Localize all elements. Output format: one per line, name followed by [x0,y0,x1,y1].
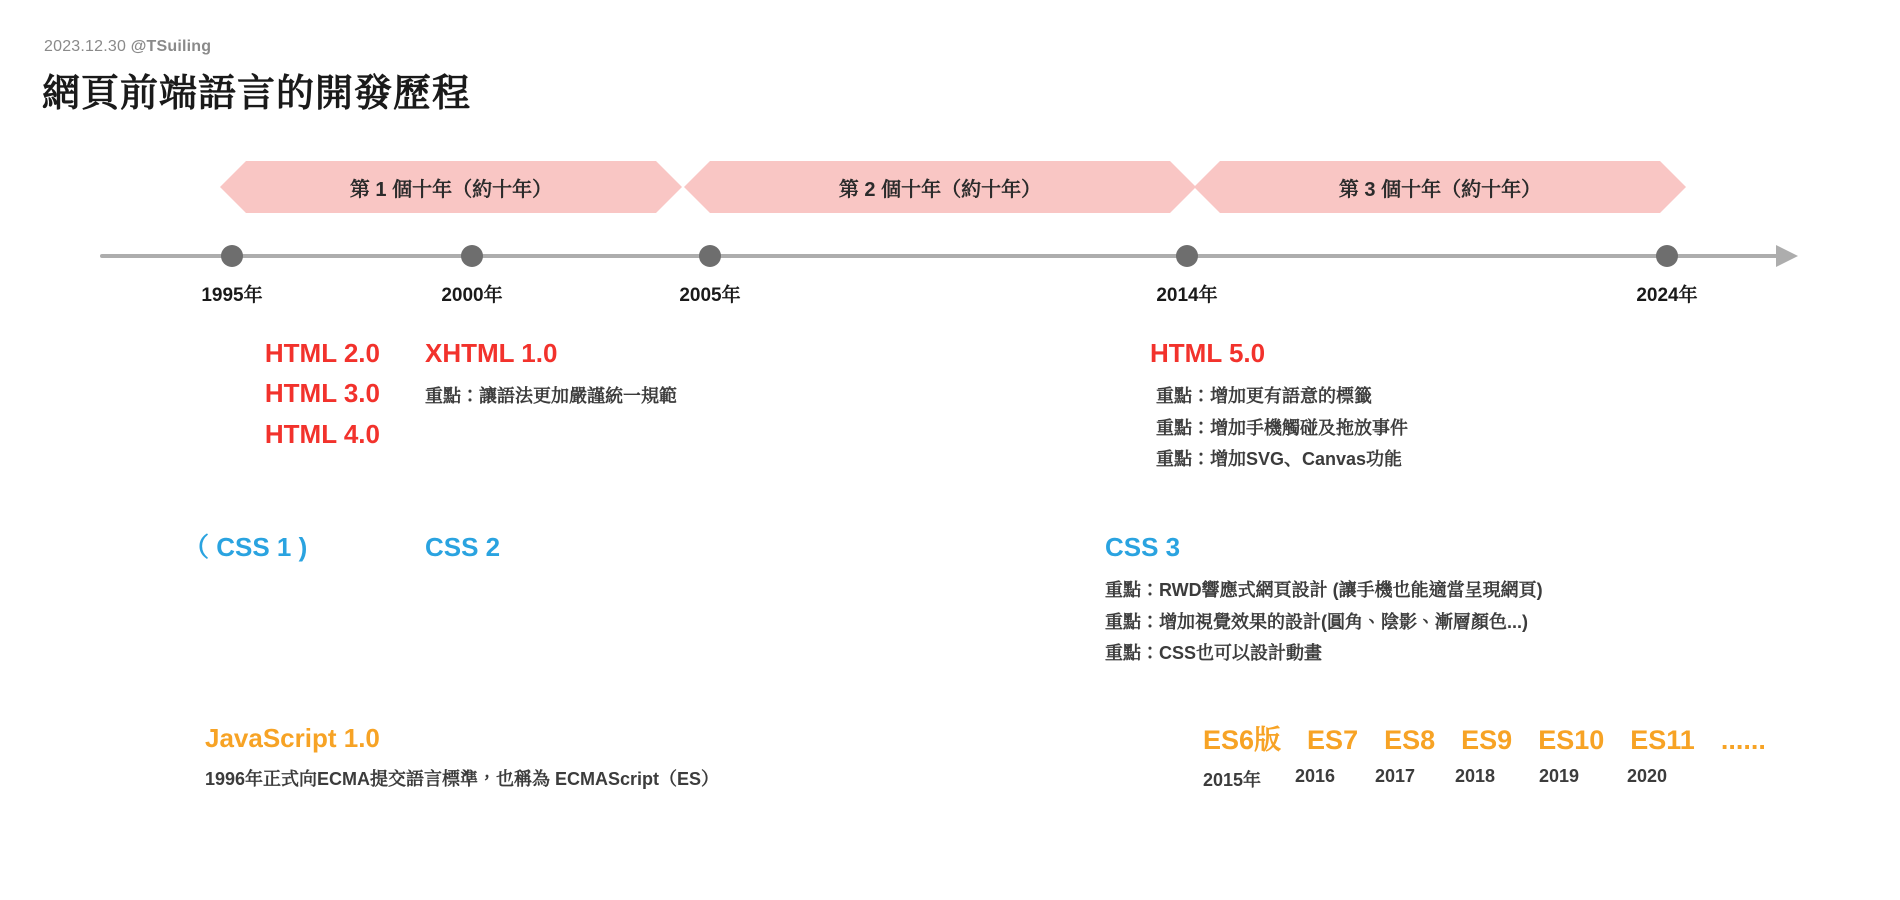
css3-heading: CSS 3 [1105,532,1181,562]
javascript-heading: JavaScript 1.0 [205,723,380,753]
timeline-label-2014: 2014年 [1156,285,1218,306]
entry-css1 [183,527,307,567]
entry-css3 [1105,527,1543,670]
es-year-2020: 2020 [1627,766,1668,786]
es-version-es6: ES6版 [1203,725,1282,755]
entry-html-1995 [120,333,380,454]
es-version-es9: ES9 [1461,725,1513,755]
decade-banner-1-label: 第 1 個十年（約十年） [349,178,553,201]
timeline-axis [100,254,1780,258]
decade-banner-2-label: 第 2 個十年（約十年） [838,178,1042,201]
html5-note-3: 重點：增加SVG、Canvas功能 [1156,449,1403,470]
byline [44,38,211,56]
entry-xhtml-2000 [425,333,677,413]
css3-note-3: 重點：CSS也可以設計動畫 [1105,643,1323,664]
entry-javascript [205,718,719,796]
timeline-dot-1995 [221,245,243,267]
html5-note-1: 重點：增加更有語意的標籤 [1156,386,1372,407]
entry-ecmascript-years [1203,766,1667,792]
timeline-label-2005: 2005年 [679,285,741,306]
entry-css2 [425,527,500,567]
html-3-label: HTML 3.0 [264,378,380,409]
arrow-tip-right-icon [1170,161,1196,213]
css3-note-2: 重點：增加視覺效果的設計(圓角、陰影、漸層顏色...) [1105,611,1528,632]
timeline-arrow-icon [1776,245,1798,267]
arrow-tip-right-icon [1660,161,1686,213]
es-version-es8: ES8 [1384,725,1436,755]
decade-banner-3 [1220,161,1660,213]
timeline-dot-2014 [1176,245,1198,267]
html-2-label: HTML 2.0 [264,338,380,368]
javascript-note: 1996年正式向ECMA提交語言標準，也稱為 ECMAScript（ES） [205,769,720,790]
es-version-es10: ES10 [1538,725,1605,755]
entry-html5-2014 [1150,333,1408,476]
decade-banner-2 [710,161,1170,213]
es-year-2017: 2017 [1375,766,1416,786]
es-year-2016: 2016 [1295,766,1336,786]
byline-date: 2023.12.30 [44,38,127,55]
page-title: 網頁前端語言的開發歷程 [42,73,472,115]
decade-banner-1 [246,161,656,213]
es-year-2015: 2015年 [1203,770,1262,790]
timeline-dot-2000 [461,245,483,267]
timeline-label-2024: 2024年 [1636,285,1698,306]
html-4-label: HTML 4.0 [264,418,380,449]
css2-heading: CSS 2 [425,532,501,562]
xhtml-heading: XHTML 1.0 [425,338,558,368]
entry-ecmascript-versions [1203,718,1766,757]
arrow-tip-left-icon [684,161,710,213]
arrow-tip-left-icon [220,161,246,213]
es-version-es7: ES7 [1307,725,1359,755]
xhtml-note: 重點：讓語法更加嚴謹統一規範 [425,386,677,407]
es-year-2018: 2018 [1455,766,1496,786]
html5-note-2: 重點：增加手機觸碰及拖放事件 [1156,417,1408,438]
timeline-label-1995: 1995年 [201,285,263,306]
es-version-more: ...... [1720,725,1766,755]
decade-banner-3-label: 第 3 個十年（約十年） [1338,178,1542,201]
es-year-2019: 2019 [1539,766,1580,786]
css3-note-1: 重點：RWD響應式網頁設計 (讓手機也能適當呈現網頁) [1105,580,1543,601]
timeline-label-2000: 2000年 [441,285,503,306]
arrow-tip-left-icon [1194,161,1220,213]
arrow-tip-right-icon [656,161,682,213]
es-version-es11: ES11 [1630,725,1695,755]
byline-handle: @TSuiling [130,38,212,55]
html5-heading: HTML 5.0 [1150,338,1266,368]
timeline-dot-2005 [699,245,721,267]
css1-heading: （ CSS 1 ) [183,532,308,562]
timeline-dot-2024 [1656,245,1678,267]
